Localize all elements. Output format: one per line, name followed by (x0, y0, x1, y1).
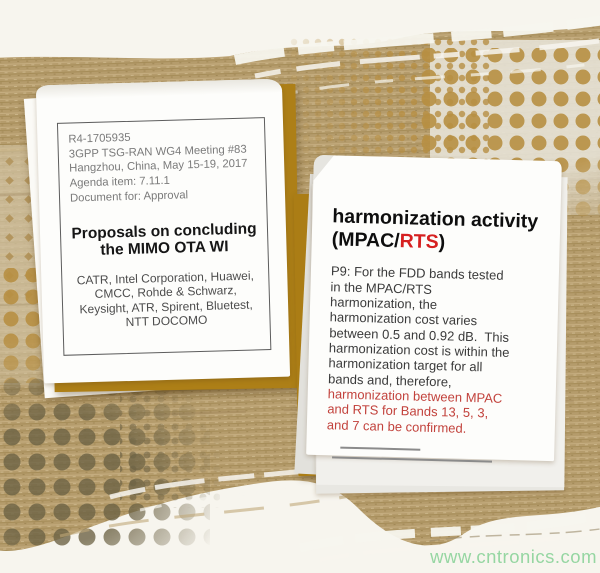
right-paper-content (326, 205, 545, 463)
left-title-line1: Proposals on concluding (71, 220, 257, 243)
left-document (30, 70, 300, 420)
right-document (288, 148, 578, 508)
meeting-line: 3GPP TSG-RAN WG4 Meeting #83 (68, 143, 247, 161)
body-black-text: P9: For the FDD bands tested in the MPAC/RTS harmonization, the harmonization cost varies between 0.5 and 0.92 dB. This harmonization cost is within the harmonization target for all bands and, therefore, (327, 263, 510, 390)
source-companies: CATR, Intel Corporation, Huawei, CMCC, Rohde & Schwarz, Keysight, ATR, Spirent, Bluetest, NTT DOCOMO (76, 268, 255, 329)
title-open: (MPAC/ (331, 227, 400, 252)
left-paper-frame (57, 117, 271, 356)
left-paper-title (71, 222, 258, 260)
location-date-line: Hangzhou, China, May 15-19, 2017 (69, 157, 248, 175)
agenda-item-line: Agenda item: 7.11.1 (69, 174, 171, 190)
document-header (68, 127, 256, 206)
left-paper-sheet (36, 79, 290, 384)
right-title-line1: harmonization activity (332, 205, 539, 233)
signature-line-short (340, 446, 420, 450)
body-red-text: harmonization between MPAC and RTS for Bands 13, 5, 3, and 7 can be confirmed. (326, 386, 503, 436)
title-red-text: RTS (399, 229, 439, 253)
doc-number: R4-1705935 (68, 131, 131, 146)
right-paper-title (331, 205, 544, 256)
left-title-line2: the MIMO OTA WI (100, 237, 229, 259)
document-for-line: Document for: Approval (69, 188, 189, 205)
watermark: www.cntronics.com (430, 546, 597, 567)
right-paper-sheet (306, 155, 562, 461)
right-paper-body (327, 264, 543, 438)
title-close: ) (438, 230, 446, 253)
